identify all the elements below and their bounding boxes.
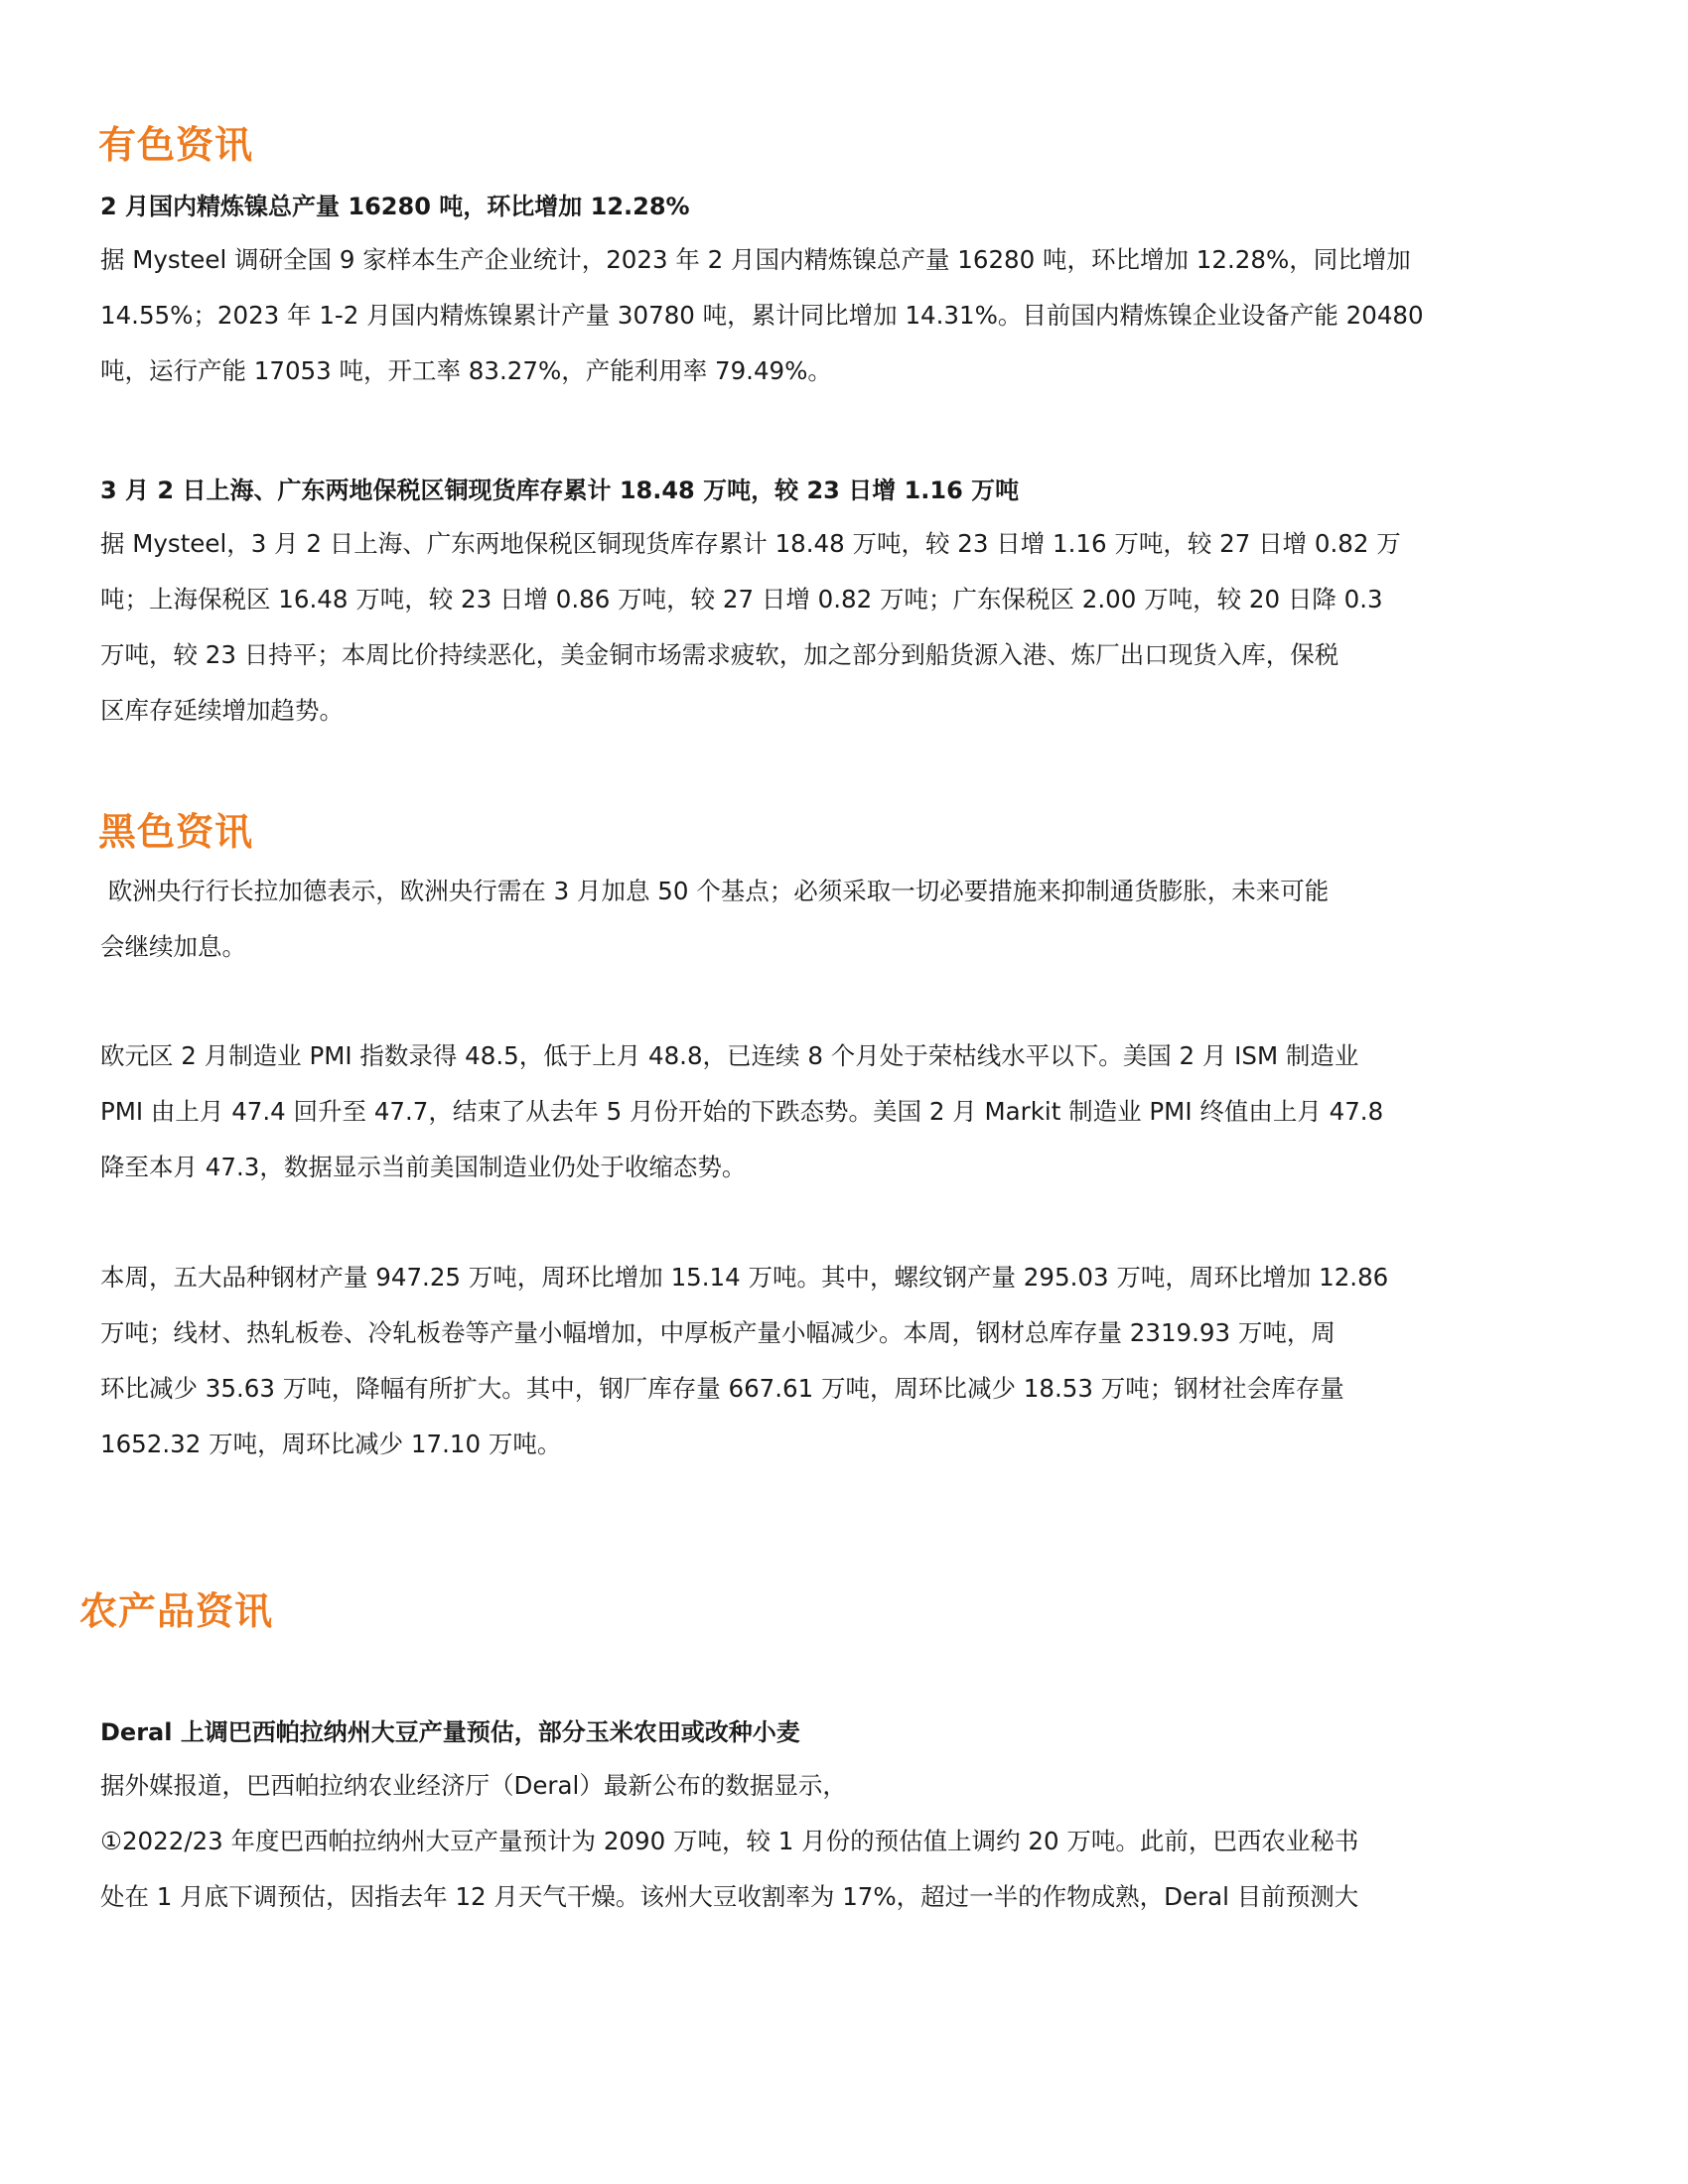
text-line: PMI 由上月 47.4 回升至 47.7，结束了从去年 5 月份开始的下跌态势。美国 2 月 Markit 制造业 PMI 终值由上月 47.8 xyxy=(100,1097,1384,1126)
paragraph-steel xyxy=(100,1250,1388,1472)
paragraph-ecb xyxy=(100,864,1329,975)
section-title-nonferrous: 有色资讯 xyxy=(98,123,254,167)
headline-nickel: 2 月国内精炼镍总产量 16280 吨，环比增加 12.28% xyxy=(100,193,690,220)
paragraph-copper xyxy=(100,516,1401,739)
section-title-ferrous: 黑色资讯 xyxy=(98,810,254,854)
text-line: 处在 1 月底下调预估，因指去年 12 月天气干燥。该州大豆收割率为 17%，超过一半的作物成熟，Deral 目前预测大 xyxy=(100,1882,1359,1911)
text-line: 环比减少 35.63 万吨，降幅有所扩大。其中，钢厂库存量 667.61 万吨，周环比减少 18.53 万吨；钢材社会库存量 xyxy=(100,1374,1344,1403)
text-line: 降至本月 47.3，数据显示当前美国制造业仍处于收缩态势。 xyxy=(100,1153,747,1181)
text-line: 据外媒报道，巴西帕拉纳农业经济厅（Deral）最新公布的数据显示， xyxy=(100,1771,847,1800)
text-line: 欧洲央行行长拉加德表示，欧洲央行需在 3 月加息 50 个基点；必须采取一切必要措施来抑制通货膨胀，未来可能 xyxy=(100,877,1330,905)
text-line: 欧元区 2 月制造业 PMI 指数录得 48.5，低于上月 48.8，已连续 8 个月处于荣枯线水平以下。美国 2 月 ISM 制造业 xyxy=(100,1041,1359,1070)
headline-copper: 3 月 2 日上海、广东两地保税区铜现货库存累计 18.48 万吨，较 23 日增 1.16 万吨 xyxy=(100,477,1020,504)
text-line: ①2022/23 年度巴西帕拉纳州大豆产量预计为 2090 万吨，较 1 月份的预估值上调约 20 万吨。此前，巴西农业秘书 xyxy=(100,1827,1359,1855)
text-line: 本周，五大品种钢材产量 947.25 万吨，周环比增加 15.14 万吨。其中，螺纹钢产量 295.03 万吨，周环比增加 12.86 xyxy=(100,1263,1389,1292)
section-title-agri: 农产品资讯 xyxy=(79,1589,274,1633)
paragraph-soybean xyxy=(100,1758,1358,1925)
text-line: 14.55%；2023 年 1-2 月国内精炼镍累计产量 30780 吨，累计同比增加 14.31%。目前国内精炼镍企业设备产能 20480 xyxy=(100,301,1424,330)
text-line: 吨；上海保税区 16.48 万吨，较 23 日增 0.86 万吨，较 27 日增 0.82 万吨；广东保税区 2.00 万吨，较 20 日降 0.3 xyxy=(100,585,1383,614)
text-line: 据 Mysteel，3 月 2 日上海、广东两地保税区铜现货库存累计 18.48 万吨，较 23 日增 1.16 万吨，较 27 日增 0.82 万 xyxy=(100,529,1401,558)
headline-soybean: Deral 上调巴西帕拉纳州大豆产量预估，部分玉米农田或改种小麦 xyxy=(100,1718,800,1746)
paragraph-nickel xyxy=(100,232,1424,399)
text-line: 吨，运行产能 17053 吨，开工率 83.27%，产能利用率 79.49%。 xyxy=(100,356,832,385)
text-line: 区库存延续增加趋势。 xyxy=(100,696,344,725)
text-line: 1652.32 万吨，周环比减少 17.10 万吨。 xyxy=(100,1430,562,1458)
text-line: 万吨，较 23 日持平；本周比价持续恶化，美金铜市场需求疲软，加之部分到船货源入港、炼厂出口现货入库，保税 xyxy=(100,640,1339,669)
text-line: 据 Mysteel 调研全国 9 家样本生产企业统计，2023 年 2 月国内精炼镍总产量 16280 吨，环比增加 12.28%，同比增加 xyxy=(100,245,1411,274)
paragraph-pmi xyxy=(100,1028,1383,1195)
text-line: 会继续加息。 xyxy=(100,932,246,961)
text-line: 万吨；线材、热轧板卷、冷轧板卷等产量小幅增加，中厚板产量小幅减少。本周，钢材总库存量 2319.93 万吨，周 xyxy=(100,1318,1336,1347)
